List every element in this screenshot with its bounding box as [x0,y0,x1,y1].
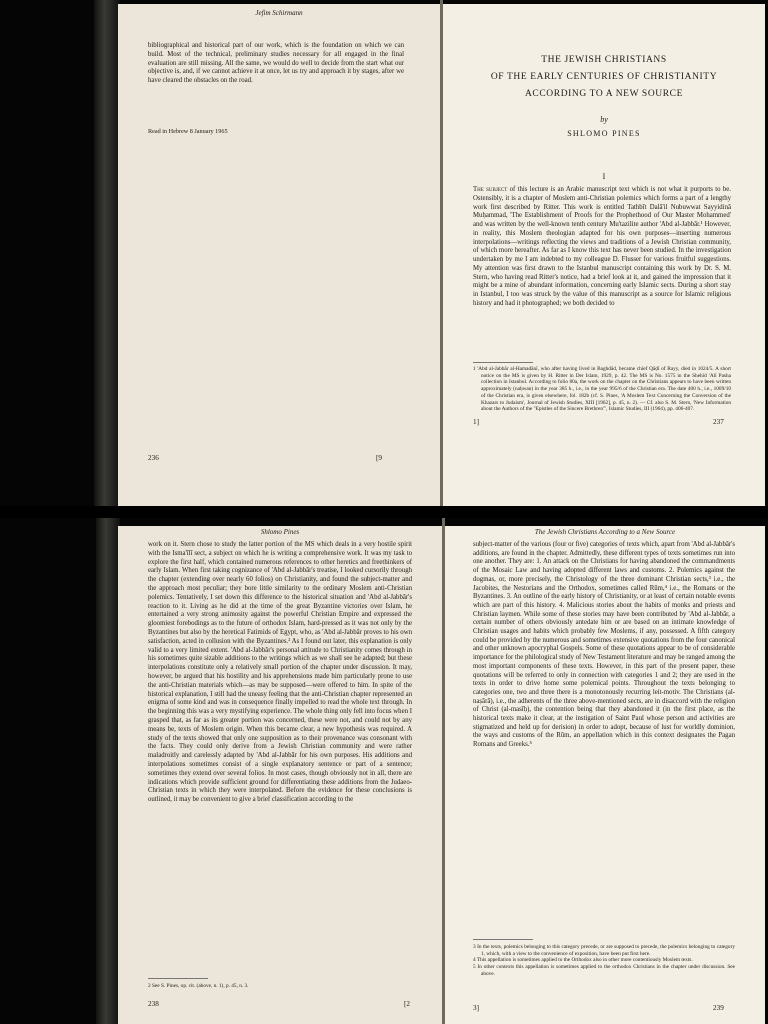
title-line: ACCORDING TO A NEW SOURCE [524,89,684,99]
signature-mark: [2 [404,1000,410,1008]
running-head: Jefim Schirmann [255,9,303,17]
reading-note: Read in Hebrew 8 January 1965 [148,128,228,135]
body-paragraph: of this lecture is an Arabic manuscript text which is not what it purports to be. Ostensibly, it is a chapter of Moslem anti-Christian polemics which forms a part of a lengthy work first described by Ritter. This work is entitled Tathbīt Dalā'il Nubuwwat Sayyidinā Muḥammad, 'The Establishment of Proofs for the Prophethood of Our Master Mohammed' and was written by the well-known tenth century Mu'tazilite author 'Abd al-Jabbār.¹ However, in reality, this Moslem theologian adapted for his own purposes—inserting numerous interpolations—writings reflecting the views and traditions of a Jewish Christian community, of which more hereafter. As far as I know this text has never been studied. In the investigation undertaken by me I am indebted to my colleague D. Flusser for various fruitful suggestions. My attention was first drawn to the Istanbul manuscript containing this work by Dr. S. M. Stern, who having read Ritter's notice, had a brief look at it, and gained the impression that it might be a mine of abundant information, concerning early Islamic sects. During a short stay in Istanbul, I too was struck by the value of this manuscript as a source for Islamic religious history and had it photographed; we both decided to [473,186,731,307]
scan-spread-top [0,0,768,506]
body-text: bibliographical and historical part of our work, which is the foundation on which we can build. Most of the technical, preliminary studies necessary for all engaged in the final evaluation are still missing. All the same, we would do well to decide from the start what our objective is, and, if we cannot achieve it at once, let us try and approach it by stages, after we have cleared the obstacles on the road. [148,42,404,84]
body-text: work on it. Stern chose to study the latter portion of the MS which deals in a very hostile spirit with the Isma'īlī sect, a subject on which he is writing a comprehensive work. It was my task to explore the first half, which contained numerous references to other heretics and freethinkers of early Islam. When first taking cognizance of 'Abd al-Jabbār's treatise, I looked cursorily through the chapter (extending over nearly 60 folios) on Christianity, and found the subject-matter and the approach most peculiar; they bore little similarity to the ordinary Moslem anti-Christian polemics. Tentatively, I set down this difference to the historical situation and 'Abd al-Jabbār's reaction to it. Living as he did at the time of the great Byzantine victories over Islam, he entertained a very strong animosity against the powerful Christian Empire and expressed the gloomiest forebodings as to the future of orthodox Islam, hard-pressed as it was not only by the Byzantines but also by the heretical Fatimids of Egypt, who, as 'Abd al-Jabbār proves to his own satisfaction, acted in collusion with the Byzantines.² As I found out later, this explanation is only valid to a very limited extent. 'Abd al-Jabbār's personal attitude to Christianity comes through in his sometimes quite sizable additions to the writings which as we shall see he adapted; but these interpolations constitute only a relatively small portion of the chapter under discussion. It may, however, be argued that his hostility and his apprehensions made him particularly prone to use the anti-Christian materials which—as may be supposed—were offered to him. In spite of the historical explanation, I still had the uneasy feeling that the anti-Christian chapter represented an enigma of some kind and was in consequence finally impelled to read the whole text through. In the beginning this was a very mystifying experience. The whole thing only fell into focus when I grasped that, as far as its greater portion was concerned, these were not, and could not by any means be, texts of Moslem origin. When this became clear, a new hypothesis was required. A study of the texts showed that only one supposition as to their provenance was consonant with the facts. They could only derive from a Jewish Christian community and were rather maladroitly and carelessly adapted by 'Abd al-Jabbār for his own purposes. His additions and interpolations sometimes consist of a single explanatory sentence or part of a sentence; sometimes they extend over several folios. In most cases, though obviously not in all, there are indications which provide sufficient ground for differentiating these additions from the Judaeo-Christian texts in which they were interpolated. Before the evidence for these conclusions is outlined, it may be convenient to give a brief classification according to the [148,541,412,804]
page-238 [118,526,442,1024]
title-line: OF THE EARLY CENTURIES OF CHRISTIANITY [490,72,718,82]
running-head: Shlomo Pines [260,528,300,536]
article-title [443,52,765,103]
book-edge-left [96,518,120,1024]
section-numeral: I [602,172,606,181]
book-edge-left [94,0,120,506]
scan-spread-bottom [0,518,768,1024]
page-number: 237 [713,418,724,426]
lead-in: The subject [473,186,508,193]
scan-separator [0,506,768,518]
author-name: SHLOMO PINES [567,129,641,138]
byline-by: by [600,115,608,124]
footnote: 5 In other contexts this appellation is sometimes applied to the orthodox Christians in the chapter under discussion. See above. [473,964,735,977]
title-line: THE JEWISH CHRISTIANS [541,55,667,65]
footnote: 3 In the texts, polemics belonging to this category precede, or are supposed to precede, the polemics belonging to category 1, which, with a view to the convenience of exposition, have been put first here. [473,944,735,957]
body-text [473,186,731,309]
page-number: 236 [148,454,159,462]
page-number: 239 [713,1004,724,1012]
signature-mark: [9 [376,454,382,462]
signature-mark: 1] [473,418,479,426]
footnotes [473,944,735,978]
footnote-rule [473,362,533,363]
footnote-rule [148,978,208,979]
footnote: 1 'Abd al-Jabbār al-Hamadānī, who after having lived in Baghdād, became chief Qāḍī of Rayy, died in 1024/5. A short notice on the MS is given by H. Ritter in Der Islam, 1929, p. 42. The MS is No. 1575 in the Shehīd 'Alī Pasha collection in Istanbul. According to folio 80a, the work on the chapter on the Christians appears to have been written approximately (naḥwan) in the year 385 h., i.e., in the year 995/6 of the Christian era. The date 400 h., i.e., 1009/10 of the Christian era, is given elsewhere, fol. 182b (cf. S. Pines, 'A Moslem Text Concerning the Conversion of the Khazars to Judaism', Journal of Jewish Studies, XIII [1962], p. 45, n. 2). — Cf. also S. M. Stern, 'New Information about the Authors of the "Epistles of the Sincere Brethren"', Islamic Studies, III (1964), pp. 406-407. [473,366,731,413]
page-239 [445,526,765,1024]
body-text: subject-matter of the various (four or five) categories of texts which, apart from 'Abd al-Jabbār's additions, are found in the chapter. Admittedly, these different types of texts sometimes run into one another. They are: 1. An attack on the Christians for having abandoned the commandments of the Mosaic Law and having adopted different laws and customs. 2. Polemics against the dogmas, or, more precisely, the Christology of the three dominant Christian sects,³ i.e., the Jacobites, the Nestorians and the Orthodox, sometimes called Rūm,⁴ i.e., the Romans or the Byzantines. 3. An outline of the early history of Christianity, or at least of certain notable events which are part of this history. 4. Malicious stories about the habits of monks and priests and Christian laymen. While some of these stories may have been contributed by 'Abd al-Jabbār, a certain number of others obviously antedate him or are based on an intimate knowledge of Christian usages and habits which probably few Moslems, if any, possessed. A fifth category could be provided by the numerous and sometimes extensive quotations from the four canonical and other unknown apocryphal Gospels. Some of these quotations appear to be of considerable importance for the philological study of New Testament literature and may be ranged among the most important components of these texts. However, in this part of the present paper, these quotations will be referred to only in connection with categories 1 and 2; they are used in the texts in order to drive home some polemical points. Throughout the texts belonging to categories one, two and three there is a monotonously recurring leit-motiv. The Christians (al-naṣārā), i.e., the adherents of the three above-mentioned sects, are in disaccord with the religion of Christ (al-masīḥ), the contention being that they abandoned it (in the first place, as the historical texts make it clear, at the instigation of Saint Paul whose person and activities are stigmatized and held up for derision) in order to adopt, because of lust for worldly dominion, the ways and customs of the Rūm, an appellation which in this context designates the Pagan Romans and Greeks.⁵ [473,541,735,749]
page-237 [443,4,765,506]
footnote: 4 This appellation is sometimes applied to the Orthodox also in other more contentiously Moslem texts. [473,957,693,964]
signature-mark: 3] [473,1004,479,1012]
running-head: The Jewish Christians According to a New Source [534,528,676,536]
footnote: 2 See S. Pines, op. cit. (above, n. 1), p. 45, n. 3. [148,983,249,989]
footnotes [473,366,731,413]
footnotes [148,983,412,990]
footnote-rule [473,939,533,940]
page-number: 238 [148,1000,159,1008]
page-236 [118,4,440,506]
